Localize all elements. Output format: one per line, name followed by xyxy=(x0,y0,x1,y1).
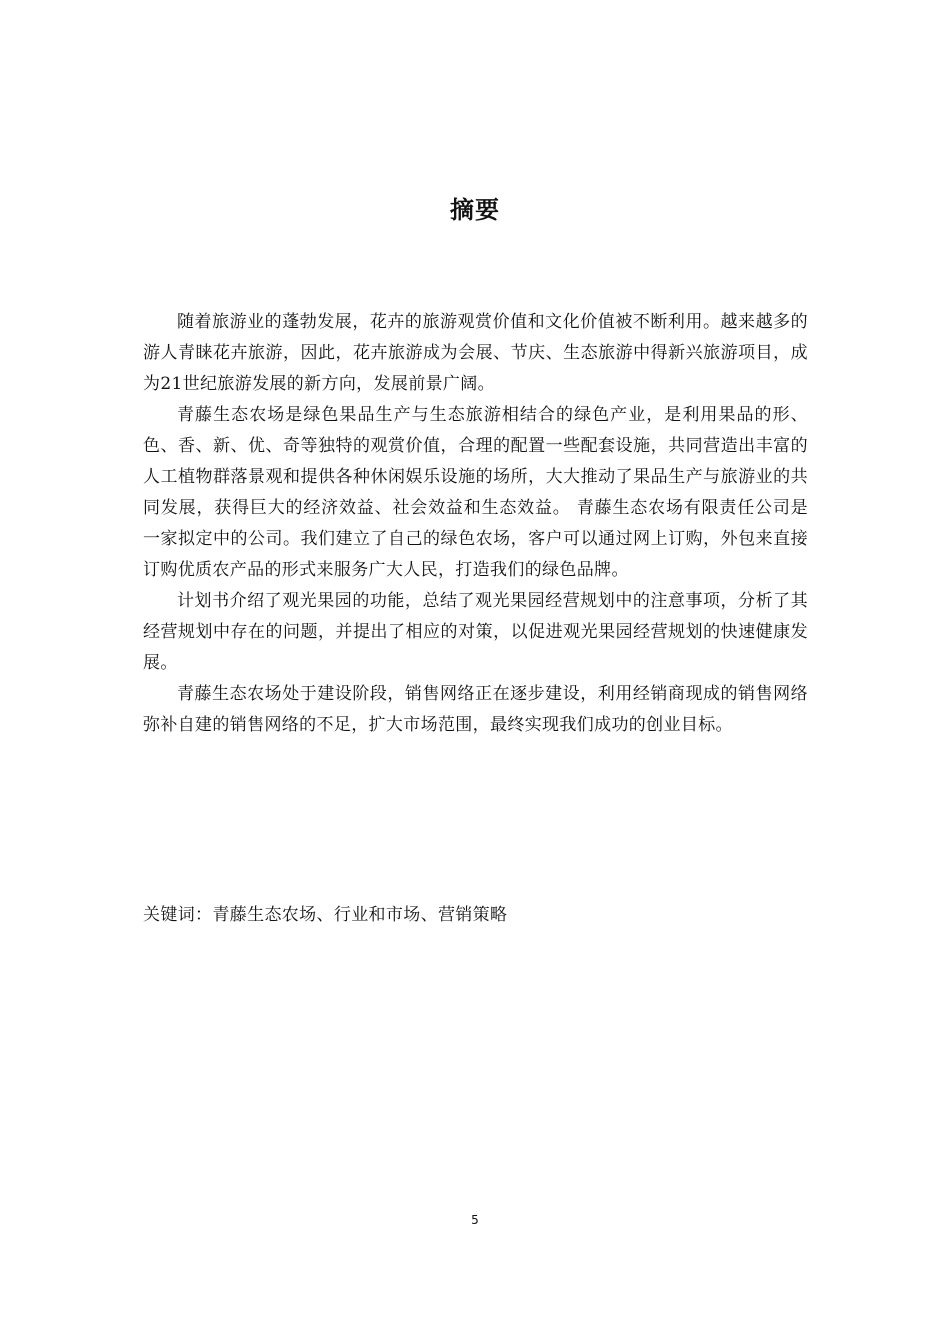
abstract-paragraph-1: 随着旅游业的蓬勃发展，花卉的旅游观赏价值和文化价值被不断利用。越来越多的游人青睐花卉旅游，因此，花卉旅游成为会展、节庆、生态旅游中得新兴旅游项目，成为21世纪旅游发展的新方向，发展前景广阔。 xyxy=(143,312,808,394)
abstract-body xyxy=(143,307,808,741)
page-title: 摘要 xyxy=(450,196,500,224)
abstract-paragraph-3: 计划书介绍了观光果园的功能，总结了观光果园经营规划中的注意事项，分析了其经营规划中存在的问题，并提出了相应的对策，以促进观光果园经营规划的快速健康发展。 xyxy=(143,591,808,673)
abstract-paragraph-2: 青藤生态农场是绿色果品生产与生态旅游相结合的绿色产业，是利用果品的形、色、香、新、优、奇等独特的观赏价值，合理的配置一些配套设施，共同营造出丰富的人工植物群落景观和提供各种休闲娱乐设施的场所，大大推动了果品生产与旅游业的共同发展，获得巨大的经济效益、社会效益和生态效益。 青藤生态农场有限责任公司是一家拟定中的公司。我们建立了自己的绿色农场，客户可以通过网上订购，外包来直接订购优质农产品的形式来服务广大人民，打造我们的绿色品牌。 xyxy=(143,405,808,580)
keywords-line: 关键词：青藤生态农场、行业和市场、营销策略 xyxy=(143,905,508,925)
abstract-paragraph-4: 青藤生态农场处于建设阶段，销售网络正在逐步建设，利用经销商现成的销售网络弥补自建的销售网络的不足，扩大市场范围，最终实现我们成功的创业目标。 xyxy=(143,684,808,735)
page-number: 5 xyxy=(471,1213,479,1227)
